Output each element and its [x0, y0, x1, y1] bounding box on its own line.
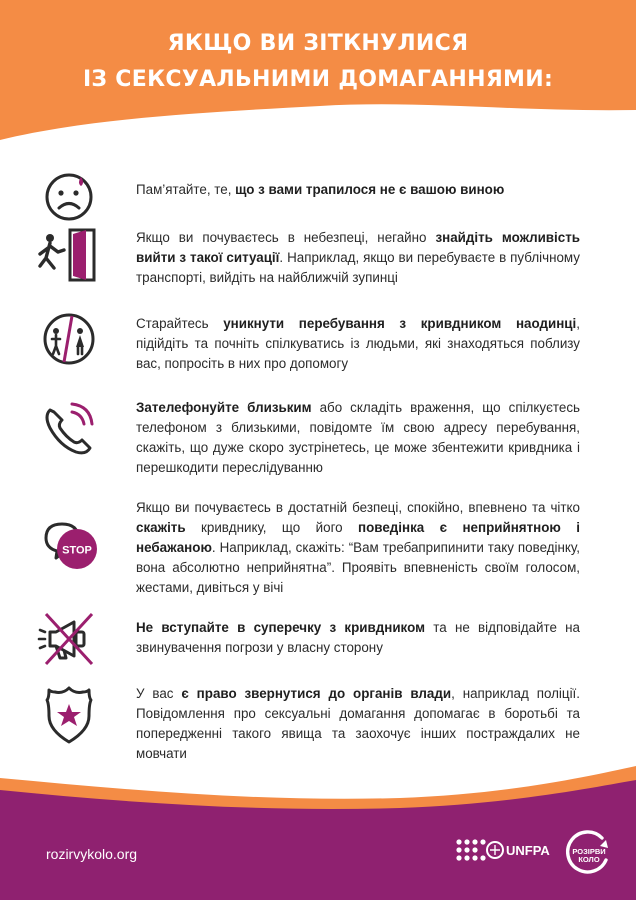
- tip-2-segment: Якщо ви почуваєтесь в небезпеці, негайно: [136, 230, 436, 245]
- phone-icon: [36, 394, 102, 460]
- footer-background: [0, 740, 636, 900]
- tip-2-text: [136, 228, 580, 288]
- tip-3-text: [136, 314, 580, 374]
- tip-7-segment: У вас: [136, 686, 182, 701]
- website-link[interactable]: rozirvykolo.org: [46, 846, 138, 862]
- tip-3-segment: , підійдіть та почніть спілкуватись із людьми, які знаходяться поблизу вас, попросіть в них про допомогу: [136, 316, 580, 371]
- police-badge-icon: [36, 682, 102, 748]
- tip-5-segment: кривднику, що його: [185, 520, 359, 535]
- tip-2-segment: . Наприклад, якщо ви перебуваєте в публічному транспорті, вийдіть на найближчій зупинці: [136, 250, 580, 285]
- no-alone-icon: [36, 306, 102, 372]
- tip-5-segment: скажіть: [136, 520, 186, 535]
- tip-5-segment: . Наприклад, скажіть: “Вам требаприпинити таку поведінку, вона абсолютно неприйнятна”. Проявіть впевненість своїм голосом, жестами, дивіться у вічі: [136, 540, 580, 595]
- rk-line-2: КОЛО: [578, 855, 600, 864]
- tip-3-segment: Старайтесь: [136, 316, 224, 331]
- tip-1-text: [136, 180, 580, 200]
- tip-6-segment: та не відповідайте на звинувачення погрози у власну сторону: [136, 620, 581, 655]
- no-megaphone-icon: [36, 606, 102, 672]
- tip-7-segment: є право звернутися до органів влади: [181, 686, 452, 701]
- page-title: [0, 26, 636, 98]
- tip-3-segment: уникнути перебування з кривдником наодинці: [223, 316, 577, 331]
- exit-door-icon: [36, 224, 102, 290]
- rk-line-1: РОЗІРВИ: [572, 847, 606, 856]
- sad-face-icon: [36, 164, 102, 230]
- title-line-1: ЯКЩО ВИ ЗІТКНУЛИСЯ: [167, 31, 469, 56]
- tip-6-segment: Не вступайте в суперечку з кривдником: [136, 620, 425, 635]
- title-line-2: ІЗ СЕКСУАЛЬНИМИ ДОМАГАННЯМИ:: [82, 67, 554, 92]
- unfpa-logo: [454, 833, 550, 873]
- tip-1-segment: що з вами трапилося не є вашою виною: [235, 182, 505, 197]
- tip-4-segment: Зателефонуйте близьким: [136, 400, 312, 415]
- stop-label: STOP: [62, 544, 92, 557]
- tip-4-segment: або складіть враження, що спілкуєтесь телефоном з близькими, повідомте їм свою адресу перебування, скажіть, що дуже скоро зустрінетесь, це може збентежити кривдника і перешкодити переслідуванню: [136, 400, 580, 475]
- tip-2-segment: знайдіть можливість вийти з такої ситуації: [136, 230, 580, 265]
- tip-5-segment: Якщо ви почуваєтесь в достатній безпеці, спокійно, впевнено та чітко: [136, 500, 580, 515]
- tip-4-text: [136, 398, 580, 478]
- tip-5-segment: поведінка є неприйнятною і небажаною: [136, 520, 580, 555]
- rozirvy-kolo-logo: [562, 828, 614, 880]
- tip-1-segment: Пам’ятайте, те,: [136, 182, 236, 197]
- tip-5-text: [136, 498, 580, 598]
- stop-speech-icon: [36, 512, 102, 578]
- tip-6-text: [136, 618, 580, 658]
- tip-7-segment: , наприклад поліції. Повідомлення про сексуальні домагання допомагає в боротьбі та попередженні такого явища та заохочує інших постраждалих не мовчати: [136, 686, 580, 761]
- unfpa-label: UNFPA: [506, 843, 550, 858]
